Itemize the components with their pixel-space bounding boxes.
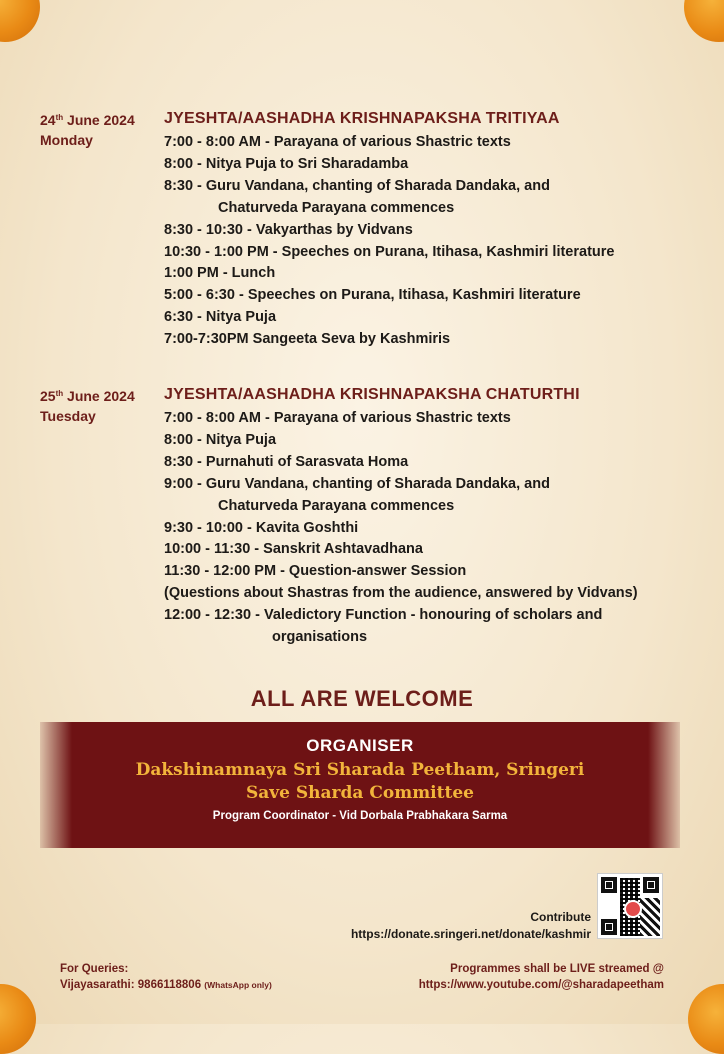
live-stream-link[interactable]: https://www.youtube.com/@sharadapeetham: [418, 979, 664, 991]
day1-date-suffix: th: [55, 113, 64, 122]
schedule-item: 8:00 - Nitya Puja to Sri Sharadamba: [164, 155, 409, 172]
heart-logo-icon: [624, 900, 642, 918]
welcome-heading: ALL ARE WELCOME: [250, 686, 474, 711]
contribute-block: [351, 909, 591, 943]
schedule-item: 8:30 - Purnahuti of Sarasvata Homa: [164, 453, 409, 470]
schedule-item: 7:00 - 8:00 AM - Parayana of various Shastric texts: [164, 134, 511, 150]
schedule-item: 10:30 - 1:00 PM - Speeches on Purana, Itihasa, Kashmiri literature: [164, 243, 615, 260]
schedule-item: 8:00 - Nitya Puja: [164, 431, 277, 448]
organiser-name-2: Save Sharda Committee: [246, 783, 474, 803]
schedule-item: 10:00 - 11:30 - Sanskrit Ashtavadhana: [164, 541, 423, 558]
organiser-label: ORGANISER: [306, 736, 414, 755]
day2-date-suffix: th: [55, 389, 64, 398]
marigold-decoration-icon: [684, 0, 724, 42]
queries-block: [60, 961, 272, 993]
contribute-label: Contribute: [530, 910, 591, 924]
day1-date-day: 24: [40, 112, 56, 128]
schedule-item: Chaturveda Parayana commences: [218, 199, 455, 216]
schedule-item: 8:30 - Guru Vandana, chanting of Sharada Dandaka, and: [164, 177, 550, 194]
schedule-item: 12:00 - 12:30 - Valedictory Function - honouring of scholars and: [164, 607, 603, 624]
schedule-item: organisations: [272, 629, 368, 646]
day2-date-rest: June 2024: [63, 388, 135, 404]
program-coordinator: Program Coordinator - Vid Dorbala Prabhakara Sarma: [212, 810, 508, 822]
day2-item-list: [164, 408, 638, 649]
queries-note: (WhatsApp only): [204, 980, 272, 990]
organiser-banner: [40, 722, 680, 848]
day2-date: [40, 386, 158, 426]
contribute-link[interactable]: https://donate.sringeri.net/donate/kashmir: [350, 927, 591, 941]
day1-weekday: Monday: [40, 132, 93, 148]
schedule-item: 6:30 - Nitya Puja: [164, 309, 277, 326]
schedule-item: 11:30 - 12:00 PM - Question-answer Session: [164, 563, 467, 580]
live-stream-block: [419, 961, 664, 993]
schedule-item: (Questions about Shastras from the audience, answered by Vidvans): [164, 585, 638, 602]
day2-weekday: Tuesday: [40, 408, 96, 424]
schedule-item: 8:30 - 10:30 - Vakyarthas by Vidvans: [164, 221, 413, 238]
day1-item-list: [164, 132, 614, 351]
organiser-name-1: Dakshinamnaya Sri Sharada Peetham, Sringeri: [135, 760, 585, 780]
schedule-item: 5:00 - 6:30 - Speeches on Purana, Itihasa, Kashmiri literature: [164, 287, 581, 304]
schedule-item: 9:00 - Guru Vandana, chanting of Sharada Dandaka, and: [164, 475, 550, 492]
schedule-item: 7:00-7:30PM Sangeeta Seva by Kashmiris: [164, 331, 451, 348]
queries-contact-number: Vijayasarathi: 9866118806: [60, 979, 205, 991]
day1-date-rest: June 2024: [63, 112, 135, 128]
day2-date-day: 25: [40, 388, 56, 404]
qr-code-icon[interactable]: [597, 873, 663, 939]
day2-title: JYESHTA/AASHADHA KRISHNAPAKSHA CHATURTHI: [164, 386, 580, 403]
queries-contact: [60, 977, 272, 993]
schedule-item: 1:00 PM - Lunch: [164, 265, 276, 282]
schedule-item: Chaturveda Parayana commences: [218, 497, 455, 514]
marigold-decoration-icon: [688, 984, 724, 1054]
day1-title: JYESHTA/AASHADHA KRISHNAPAKSHA TRITIYAA: [164, 110, 560, 127]
schedule-item: 7:00 - 8:00 AM - Parayana of various Shastric texts: [164, 410, 511, 426]
marigold-decoration-icon: [0, 0, 40, 42]
day1-date: [40, 110, 158, 150]
schedule-item: 9:30 - 10:00 - Kavita Goshthi: [164, 519, 359, 536]
queries-label: For Queries:: [60, 963, 129, 975]
live-stream-text: Programmes shall be LIVE streamed @: [450, 963, 664, 975]
marigold-decoration-icon: [0, 984, 36, 1054]
